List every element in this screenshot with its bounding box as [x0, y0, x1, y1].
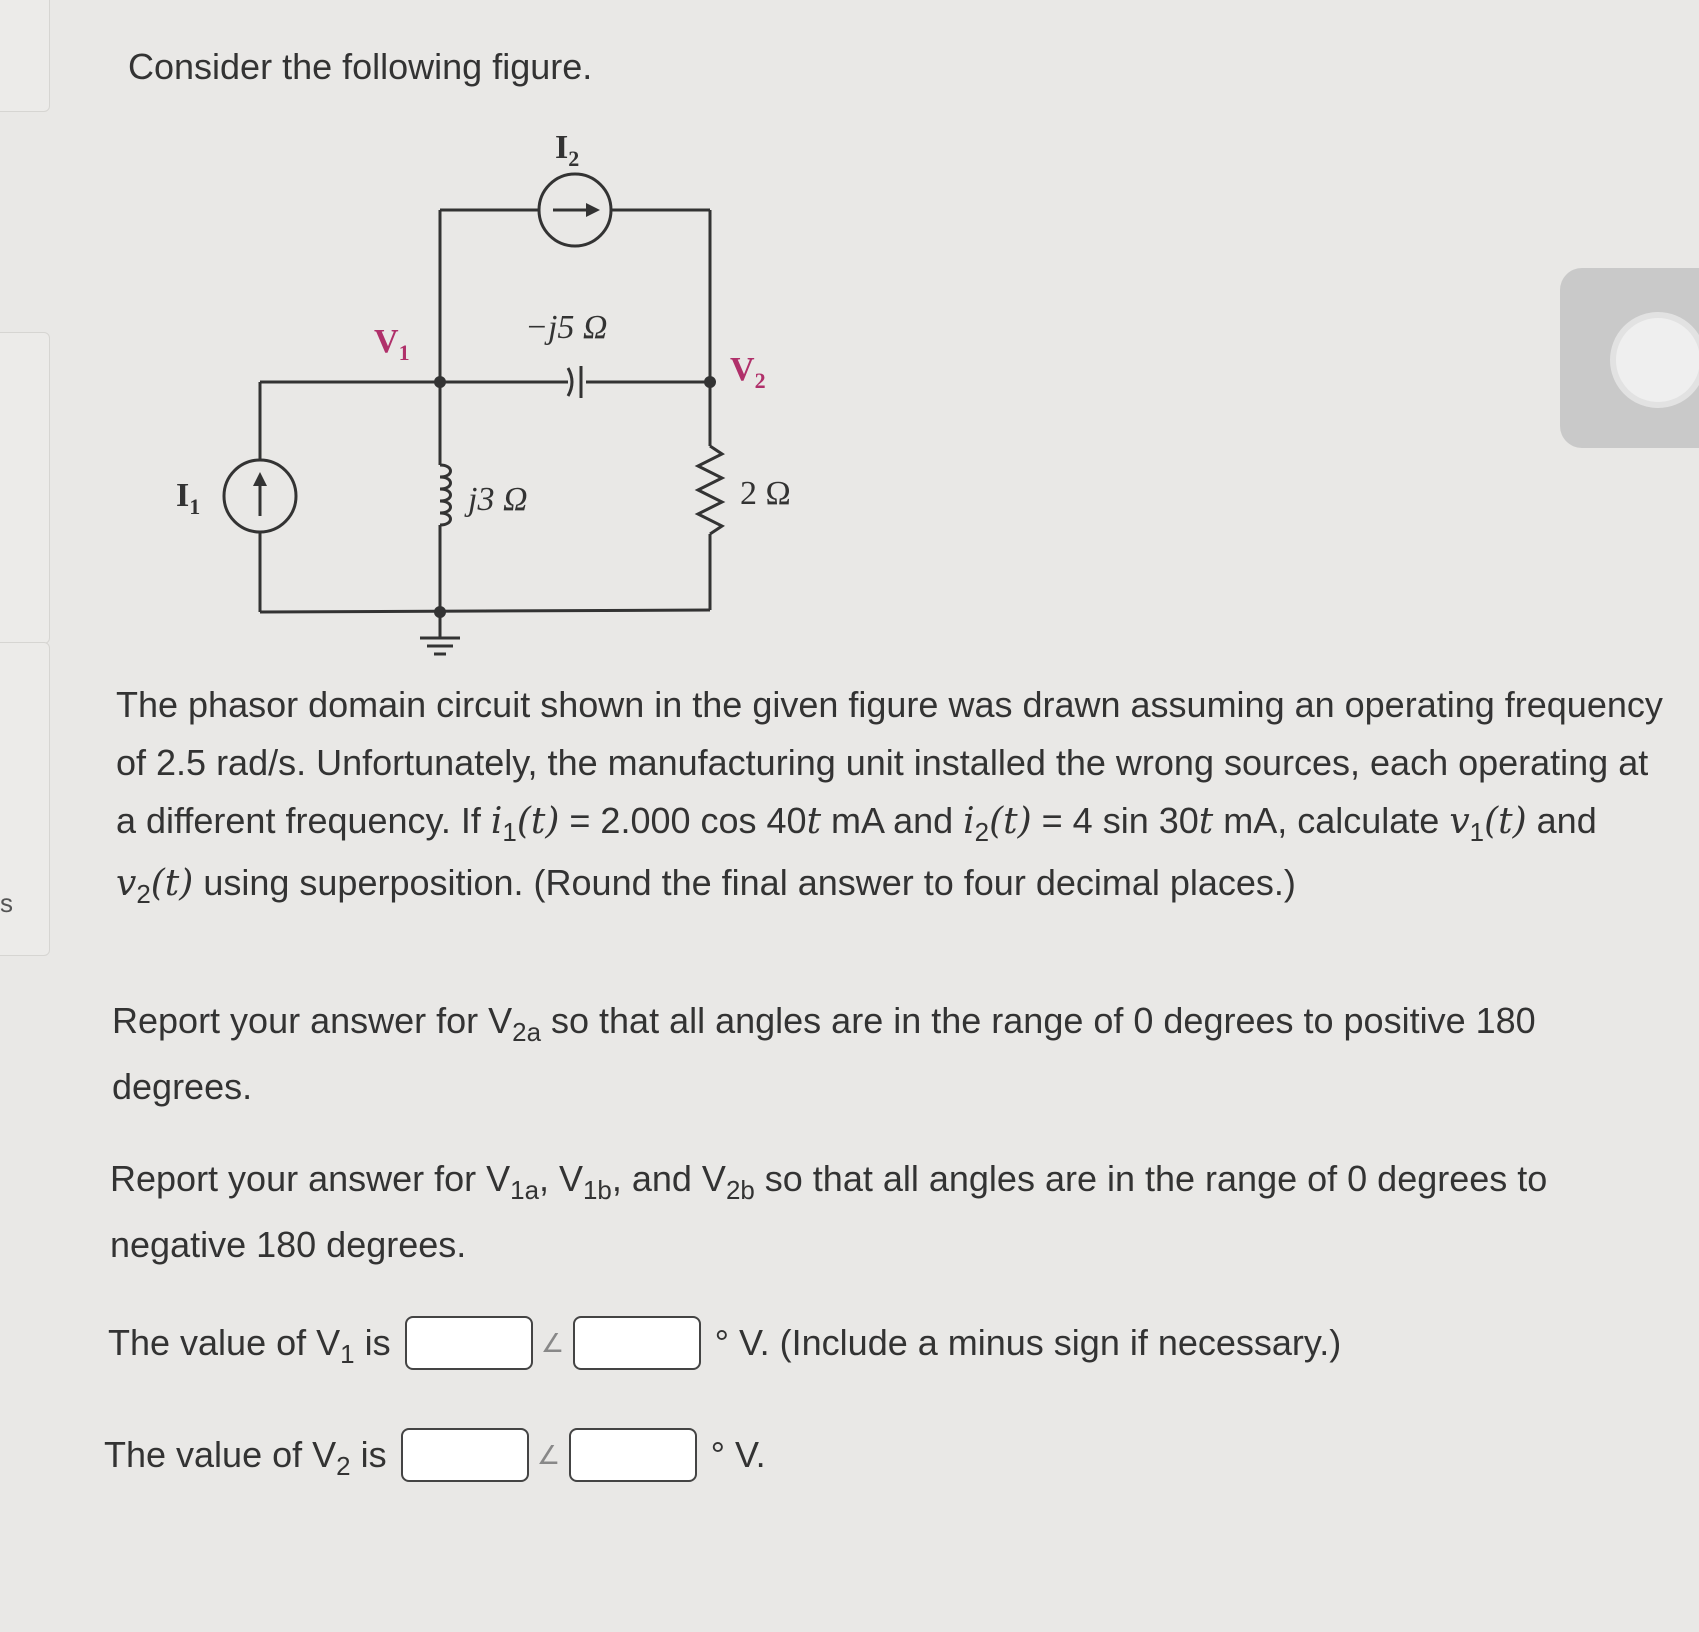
node-v2-dot: [704, 376, 716, 388]
left-panel-card[interactable]: [0, 332, 50, 644]
v2-magnitude-input[interactable]: [401, 1428, 529, 1482]
left-panel-card[interactable]: [0, 0, 50, 112]
circuit-diagram: [140, 120, 900, 680]
v1-magnitude-input[interactable]: [405, 1316, 533, 1370]
report-instruction-b: Report your answer for $V_{1a}$, $V_{1b}$, and $V_{2b}$ so that all angles are in the range of 0 degrees to negative 180 degrees.: [110, 1158, 1548, 1265]
v2-angle-input[interactable]: [569, 1428, 697, 1482]
ground-node-dot: [434, 606, 446, 618]
answer-row-v2: [104, 1428, 766, 1482]
label-i2: $I_2$: [555, 129, 580, 171]
sidebar-letter: s: [0, 888, 13, 918]
v1-angle-input[interactable]: [573, 1316, 701, 1370]
side-panel-knob[interactable]: [1610, 312, 1699, 408]
current-source-i2: [539, 174, 611, 246]
current-source-i1: [224, 460, 296, 532]
v2-label: The value of $V_2$ is: [104, 1434, 387, 1481]
question-text: The phasor domain circuit shown in the given figure was drawn assuming an operating frequency of 2.5 rad/s. Unfortunately, the manufacturing unit installed the wrong sources, each operating at a different frequency. If $i_1(t) = 2.000$ cos 40t mA and $i_2(t) = 4$ sin 30t mA, calculate $v_1(t)$ and $v_2(t)$ using superposition. (Round the final answer to four decimal places.): [116, 684, 1663, 909]
question-title: Consider the following figure.: [128, 46, 593, 87]
label-v1: $V_1$: [374, 323, 410, 365]
label-v2: $V_2$: [730, 351, 766, 393]
v1-suffix: ° V. (Include a minus sign if necessary.): [714, 1322, 1342, 1363]
answer-row-v1: [108, 1316, 1341, 1370]
label-i1: $I_1$: [176, 477, 201, 519]
angle-symbol: ∠: [540, 1327, 565, 1358]
node-v1-dot: [434, 376, 446, 388]
label-inductor: j3 Ω: [468, 481, 528, 518]
label-resistor: 2 Ω: [740, 475, 791, 512]
angle-symbol: ∠: [536, 1439, 561, 1470]
v2-suffix: ° V.: [710, 1434, 766, 1475]
report-instruction-a: Report your answer for $V_{2a}$ so that all angles are in the range of 0 degrees to positive 180 degrees.: [112, 1000, 1536, 1107]
v1-label: The value of $V_1$ is: [108, 1322, 391, 1369]
label-capacitor: −j5 Ω: [525, 309, 608, 346]
